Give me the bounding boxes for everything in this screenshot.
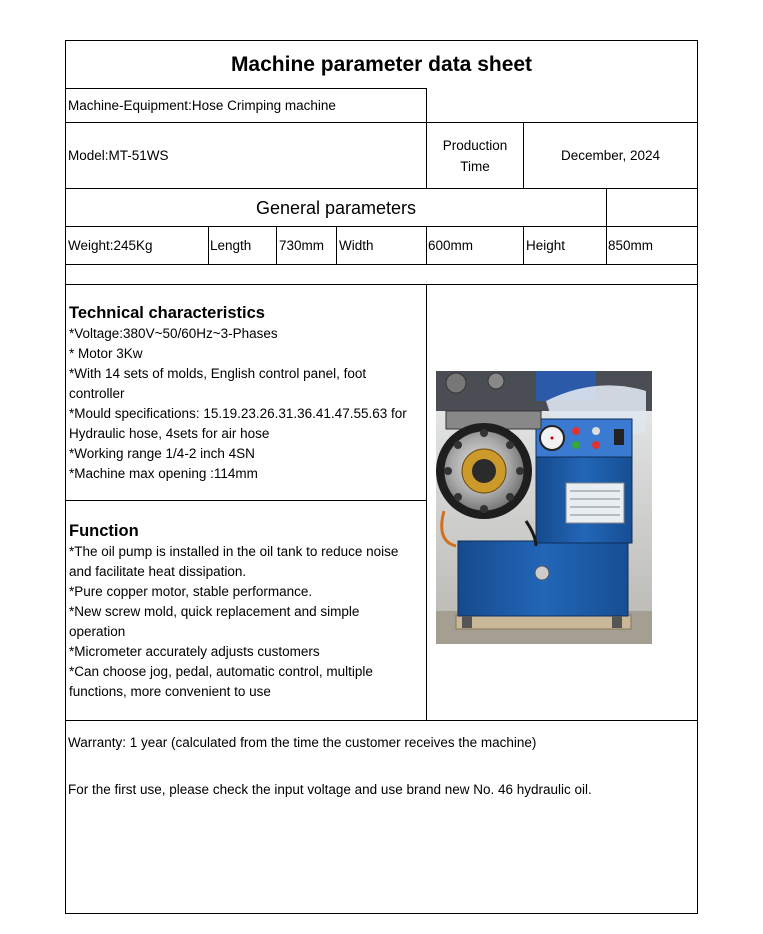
technical-line: * Motor 3Kw <box>69 346 143 361</box>
hose-crimping-machine-illustration <box>436 371 652 644</box>
width-value: 600mm <box>428 237 474 253</box>
first-use-note: For the first use, please check the input voltage and use brand new No. 46 hydraulic oil. <box>68 782 592 797</box>
technical-line: *Machine max opening :114mm <box>69 466 258 481</box>
border-bottom <box>65 913 698 914</box>
col-line <box>336 226 337 265</box>
warranty-text: Warranty: 1 year (calculated from the time the customer receives the machine) <box>68 735 537 750</box>
technical-section <box>69 302 424 498</box>
col-line <box>606 188 607 227</box>
technical-line: Hydraulic hose, 4sets for air hose <box>69 426 270 441</box>
col-line <box>523 226 524 265</box>
sheet-title: Machine parameter data sheet <box>230 52 533 76</box>
length-label: Length <box>210 237 252 253</box>
col-line <box>606 226 607 265</box>
col-line <box>208 226 209 265</box>
function-line: operation <box>69 624 126 639</box>
col-line <box>426 284 427 721</box>
machine-photo <box>436 371 652 644</box>
model-label: Model:MT-51WS <box>68 147 169 163</box>
row-line <box>65 720 698 721</box>
function-line: *Can choose jog, pedal, automatic control, multiple <box>69 664 373 679</box>
length-value: 730mm <box>279 237 325 253</box>
row-line <box>65 500 426 501</box>
technical-heading: Technical characteristics <box>69 304 265 322</box>
production-time-value: December, 2024 <box>560 147 661 163</box>
weight-value: Weight:245Kg <box>68 237 153 253</box>
technical-line: *Mould specifications: 15.19.23.26.31.36.41.47.55.63 for <box>69 406 407 421</box>
function-section <box>69 520 424 718</box>
general-parameters-heading: General parameters <box>255 197 417 218</box>
row-line <box>65 264 698 265</box>
height-label: Height <box>526 237 566 253</box>
technical-line: controller <box>69 386 125 401</box>
function-line: *New screw mold, quick replacement and simple <box>69 604 360 619</box>
function-line: *The oil pump is installed in the oil tank to reduce noise <box>69 544 399 559</box>
equipment-label: Machine-Equipment:Hose Crimping machine <box>68 97 336 113</box>
height-value: 850mm <box>608 237 654 253</box>
function-line: functions, more convenient to use <box>69 684 271 699</box>
production-time-label: Production Time <box>442 137 508 174</box>
border-left <box>65 40 66 914</box>
function-line: *Pure copper motor, stable performance. <box>69 584 313 599</box>
col-line <box>276 226 277 265</box>
col-line <box>426 88 427 123</box>
col-line <box>426 226 427 265</box>
function-line: *Micrometer accurately adjusts customers <box>69 644 320 659</box>
function-line: and facilitate heat dissipation. <box>69 564 247 579</box>
technical-line: *With 14 sets of molds, English control panel, foot <box>69 366 367 381</box>
border-right <box>697 40 698 914</box>
technical-line: *Working range 1/4-2 inch 4SN <box>69 446 255 461</box>
width-label: Width <box>339 237 374 253</box>
row-line <box>65 284 698 285</box>
function-heading: Function <box>69 522 139 540</box>
technical-line: *Voltage:380V~50/60Hz~3-Phases <box>69 326 278 341</box>
